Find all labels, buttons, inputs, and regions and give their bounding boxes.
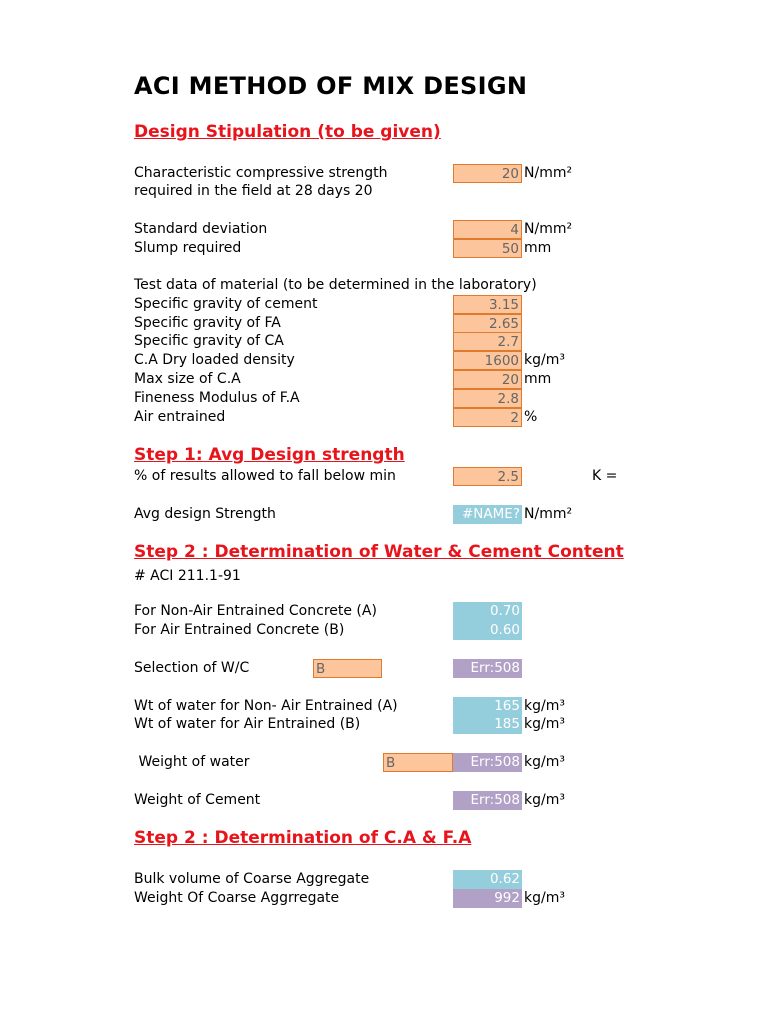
slump-label: Slump required [134,240,242,256]
water-b-unit: kg/m³ [524,716,565,732]
avg-strength-unit: N/mm² [524,506,573,522]
slump-input[interactable]: 50 [453,239,522,258]
step1-heading: Step 1: Avg Design strength [134,445,405,465]
aci-reference: # ACI 211.1-91 [134,568,241,584]
std-dev-label: Standard deviation [134,221,268,237]
ca-weight-unit: kg/m³ [524,890,565,906]
step3-heading: Step 2 : Determination of C.A & F.A [134,828,472,848]
strength-input[interactable]: 20 [453,164,522,183]
bulk-volume-label: Bulk volume of Coarse Aggregate [134,871,370,887]
std-dev-input[interactable]: 4 [453,220,522,239]
std-dev-unit: N/mm² [524,221,573,237]
air-wc-value: 0.60 [453,621,522,640]
cement-weight-value: Err:508 [453,791,522,810]
design-stipulation-heading: Design Stipulation (to be given) [134,122,441,142]
slump-unit: mm [524,240,552,256]
max-ca-input[interactable]: 20 [453,370,522,389]
cement-weight-unit: kg/m³ [524,792,565,808]
bulk-volume-value: 0.62 [453,870,522,889]
strength-label-2: required in the field at 28 days 20 [134,183,373,199]
air-entrained-input[interactable]: 2 [453,408,522,427]
k-label: K = [592,468,618,484]
water-selection-dropdown[interactable]: B [383,753,453,772]
sg-cement-input[interactable]: 3.15 [453,295,522,314]
sg-ca-input[interactable]: 2.7 [453,332,522,351]
sg-fa-input[interactable]: 2.65 [453,314,522,333]
water-a-value: 165 [453,697,522,716]
fm-input[interactable]: 2.8 [453,389,522,408]
sg-fa-label: Specific gravity of FA [134,315,281,331]
water-b-value: 185 [453,715,522,734]
water-weight-value: Err:508 [453,753,522,772]
water-weight-label: Weight of water [134,754,250,770]
strength-unit: N/mm² [524,165,573,181]
pct-below-min-label: % of results allowed to fall below min [134,468,396,484]
ca-weight-label: Weight Of Coarse Aggrregate [134,890,340,906]
wc-selection-label: Selection of W/C [134,660,250,676]
wc-selection-value: Err:508 [453,659,522,678]
pct-below-min-input[interactable]: 2.5 [453,467,522,486]
water-a-unit: kg/m³ [524,698,565,714]
non-air-wc-value: 0.70 [453,602,522,621]
water-a-label: Wt of water for Non- Air Entrained (A) [134,698,398,714]
water-b-label: Wt of water for Air Entrained (B) [134,716,361,732]
strength-label-1: Characteristic compressive strength [134,165,388,181]
water-weight-unit: kg/m³ [524,754,565,770]
max-ca-unit: mm [524,371,552,387]
avg-strength-value: #NAME? [453,505,522,524]
air-entrained-unit: % [524,409,538,425]
sg-cement-label: Specific gravity of cement [134,296,318,312]
page-title: ACI METHOD OF MIX DESIGN [134,72,528,100]
fm-label: Fineness Modulus of F.A [134,390,300,406]
step2-heading: Step 2 : Determination of Water & Cement Content [134,542,624,562]
wc-selection-dropdown[interactable]: B [313,659,382,678]
ca-density-input[interactable]: 1600 [453,351,522,370]
sg-ca-label: Specific gravity of CA [134,333,284,349]
test-data-label: Test data of material (to be determined in the laboratory) [134,277,537,293]
cement-weight-label: Weight of Cement [134,792,261,808]
air-entrained-label: Air entrained [134,409,226,425]
avg-strength-label: Avg design Strength [134,506,276,522]
max-ca-label: Max size of C.A [134,371,241,387]
air-wc-label: For Air Entrained Concrete (B) [134,622,345,638]
ca-weight-value: 992 [453,889,522,908]
non-air-wc-label: For Non-Air Entrained Concrete (A) [134,603,377,619]
ca-density-unit: kg/m³ [524,352,565,368]
ca-density-label: C.A Dry loaded density [134,352,295,368]
